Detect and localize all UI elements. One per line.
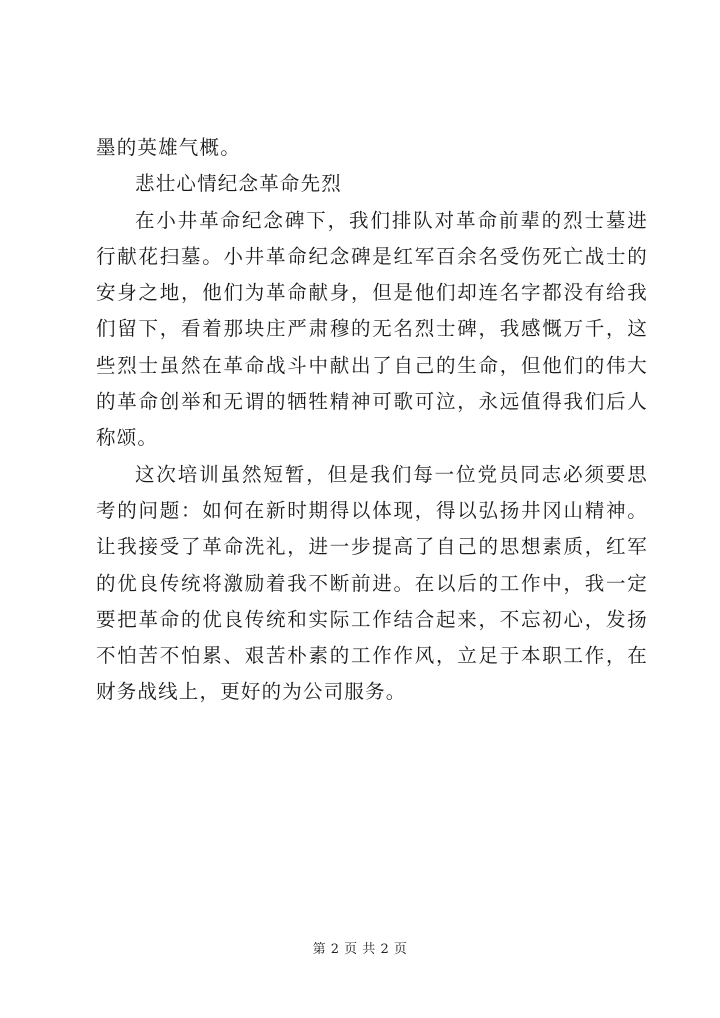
document-body	[96, 130, 648, 711]
paragraph-continuation: 墨的英雄气概。	[96, 136, 241, 159]
paragraph-memorial: 在小井革命纪念碑下，我们排队对革命前辈的烈士墓进行献花扫墓。小井革命纪念碑是红军百余名受伤死亡战士的安身之地，他们为革命献身，但是他们却连名字都没有给我们留下，看着那块庄严肃穆的无名烈士碑，我感慨万千，这些烈士虽然在革命战斗中献出了自己的生命，但他们的伟大的革命创举和无谓的牺牲精神可歌可泣，永远值得我们后人称颂。	[96, 208, 648, 450]
section-heading: 悲壮心情纪念革命先烈	[135, 172, 343, 196]
paragraph-training-reflection: 这次培训虽然短暂，但是我们每一位党员同志必须要思考的问题：如何在新时期得以体现，得以弘扬井冈山精神。让我接受了革命洗礼，进一步提高了自己的思想素质，红军的优良传统将激励着我不断前进。在以后的工作中，我一定要把革命的优良传统和实际工作结合起来，不忘初心，发扬不怕苦不怕累、艰苦朴素的工作作风，立足于本职工作，在财务战线上，更好的为公司服务。	[96, 462, 648, 704]
page-footer: 第 2 页 共 2 页	[312, 942, 408, 957]
